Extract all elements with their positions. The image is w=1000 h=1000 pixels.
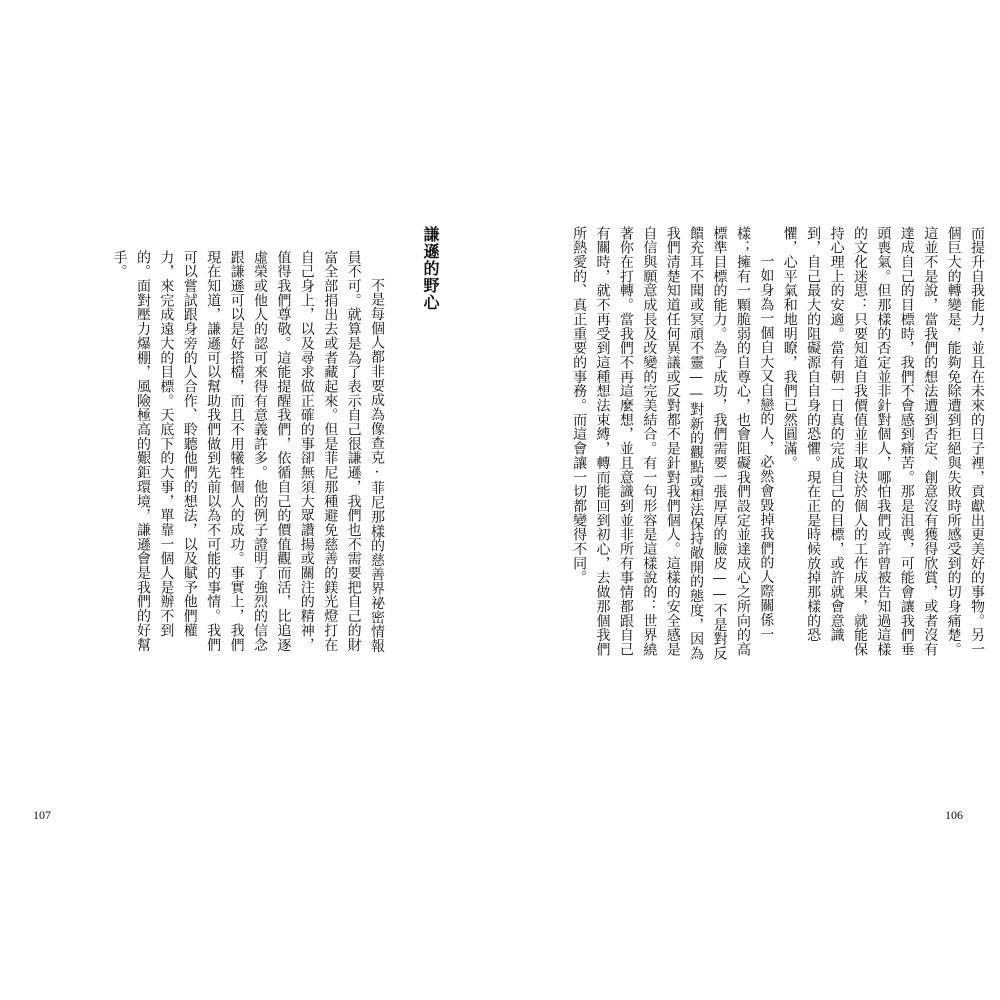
right-page xyxy=(500,0,1000,1000)
left-body-text xyxy=(111,250,388,666)
page-number: 106 xyxy=(945,808,963,822)
section-heading: 謙遜的野心 xyxy=(421,226,440,311)
paragraph: 一如身為一個自大又自戀的人，必然會毀掉我們的人際關係一樣；擁有一顆脆弱的自尊心，也會阻礙我們設定並達成心之所向的高標準目標的能力。為了成功，我們需要一張厚厚的臉皮——不是對反饋充耳不聞或冥頑不靈——對新的觀點或想法保持敞開的態度，因為我們清楚知道任何異議或反對都不是針對我們個人。這樣的安全感是自信與願意成長及改變的完美結合。有一句形容是這樣說的：世界繞著你在打轉。當我們不再這麼想，並且意識到並非所有事情都跟自己有關時，就不再受到這種想法束縛，轉而能回到初心，去做那個我們所熱愛的、真正重要的事務。而這會讓一切都變得不同。 xyxy=(571,226,775,661)
page-number: 107 xyxy=(33,808,51,822)
paragraph: 不是每個人都非要成為像查克·菲尼那樣的慈善界祕密情報員不可。就算是為了表示自己很謙遜，我們也不需要把自己的財富全部捐出去或者藏起來。但是菲尼那種避免慈善的鎂光燈打在自己身上，以及尋求做正確的事卻無須大眾讚揚或關注的精神，值得我們尊敬。這能提醒我們，依循自己的價值觀而活，比追逐虛榮或他人的認可來得有意義許多。他的例子證明了強烈的信念跟謙遜可以是好搭檔，而且不用犧牲個人的成功。事實上，我們現在知道，謙遜可以幫助我們做到先前以為不可能的事情。我們可以嘗試跟身旁的人合作、聆聽他們的想法，以及賦予他們權力，來完成遠大的目標。天底下的大事，單靠一個人是辦不到的。面對壓力爆棚，風險極高的艱鉅環境，謙遜會是我們的好幫手。 xyxy=(111,250,385,654)
paragraph: 而提升自我能力，並且在未來的日子裡，貢獻出更美好的事物。另一個巨大的轉變是，能夠免除遭到拒絕與失敗時所感受到的切身痛楚。這並不是說，當我們的想法遭到否定、創意沒有獲得欣賞，或者沒有達成自己的目標時，我們不會感到痛苦。那是沮喪，可能會讓我們垂頭喪氣。但那樣的否定並非針對個人，哪怕我們或許曾被告知過這樣的文化迷思：只要知道自我價值並非取決於個人的工作成果，就能保持心理上的安適。當有朝一日真的完成自己的目標，或許就會意識到，自己最大的阻礙源自自身的恐懼。現在正是時候放掉那樣的恐懼，心平氣和地明瞭，我們已然圓滿。 xyxy=(781,226,985,657)
right-body-text xyxy=(571,226,988,666)
